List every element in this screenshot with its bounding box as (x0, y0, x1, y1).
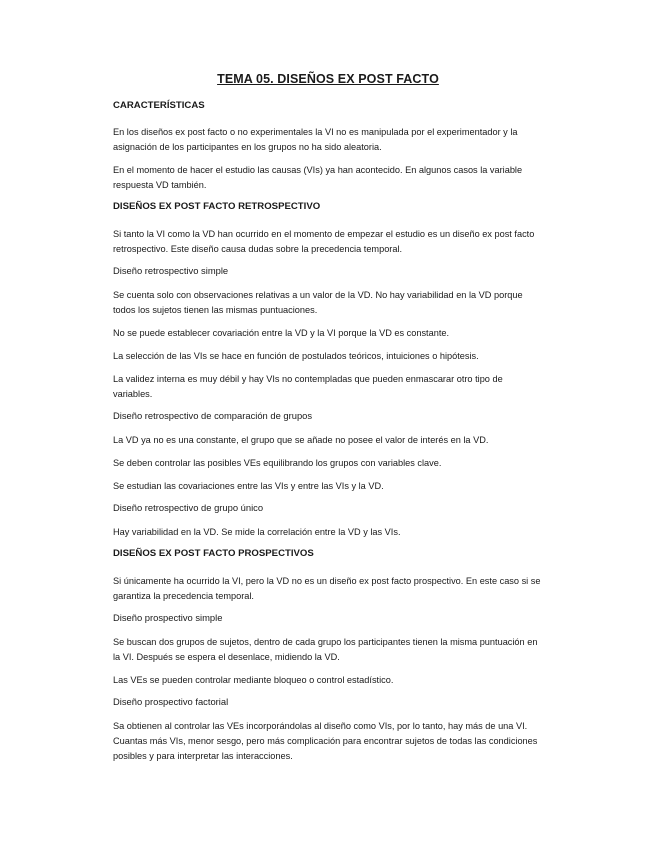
section-heading-caracteristicas: CARACTERÍSTICAS (113, 100, 205, 111)
paragraph: La validez interna es muy débil y hay VIs no contempladas que pueden enmascarar otro tipo de variables. (113, 374, 503, 399)
document-title: TEMA 05. DISEÑOS EX POST FACTO (217, 72, 439, 86)
paragraph: Se estudian las covariaciones entre las VIs y entre las VIs y la VD. (113, 481, 384, 491)
subheading-comparacion-grupos: Diseño retrospectivo de comparación de grupos (113, 410, 313, 421)
paragraph: Se buscan dos grupos de sujetos, dentro de cada grupo los participantes tienen la misma puntuación en la VI. Después se espera el desenlace, midiendo la VD. (113, 637, 538, 662)
paragraph: Las VEs se pueden controlar mediante bloqueo o control estadístico. (113, 675, 394, 685)
section-heading-prospectivos: DISEÑOS EX POST FACTO PROSPECTIVOS (113, 548, 314, 559)
paragraph: Sa obtienen al controlar las VEs incorporándolas al diseño como VIs, por lo tanto, hay más de una VI. Cuantas más VIs, menor sesgo, pero más complicación para encontrar sujetos de todas las condiciones posibles y para interpretar las interacciones. (113, 721, 538, 761)
paragraph: No se puede establecer covariación entre la VD y la VI porque la VD es constante. (113, 328, 450, 338)
paragraph: Si únicamente ha ocurrido la VI, pero la VD no es un diseño ex post facto prospectivo. En este caso si se garantiza la precedencia temporal. (113, 576, 541, 601)
subheading-prospectivo-simple: Diseño prospectivo simple (113, 612, 223, 623)
subheading-prospectivo-factorial: Diseño prospectivo factorial (113, 696, 229, 707)
paragraph: Se deben controlar las posibles VEs equilibrando los grupos con variables clave. (113, 458, 442, 468)
paragraph: En los diseños ex post facto o no experimentales la VI no es manipulada por el experimentador y la asignación de los participantes en los grupos no ha sido aleatoria. (113, 127, 518, 152)
paragraph: La selección de las VIs se hace en función de postulados teóricos, intuiciones o hipótesis. (113, 351, 479, 361)
paragraph: En el momento de hacer el estudio las causas (VIs) ya han acontecido. En algunos casos la variable respuesta VD también. (113, 165, 523, 190)
paragraph: Si tanto la VI como la VD han ocurrido en el momento de empezar el estudio es un diseño ex post facto retrospectivo. Este diseño causa dudas sobre la precedencia temporal. (113, 229, 535, 254)
subheading-grupo-unico: Diseño retrospectivo de grupo único (113, 502, 264, 513)
paragraph: Se cuenta solo con observaciones relativas a un valor de la VD. No hay variabilidad en la VD porque todos los sujetos tienen las mismas puntuaciones. (113, 290, 523, 315)
section-heading-retrospectivo: DISEÑOS EX POST FACTO RETROSPECTIVO (113, 201, 321, 212)
paragraph: Hay variabilidad en la VD. Se mide la correlación entre la VD y las VIs. (113, 527, 401, 537)
subheading-retrospectivo-simple: Diseño retrospectivo simple (113, 265, 229, 276)
document-content (113, 72, 543, 772)
paragraph: La VD ya no es una constante, el grupo que se añade no posee el valor de interés en la VD. (113, 435, 489, 445)
